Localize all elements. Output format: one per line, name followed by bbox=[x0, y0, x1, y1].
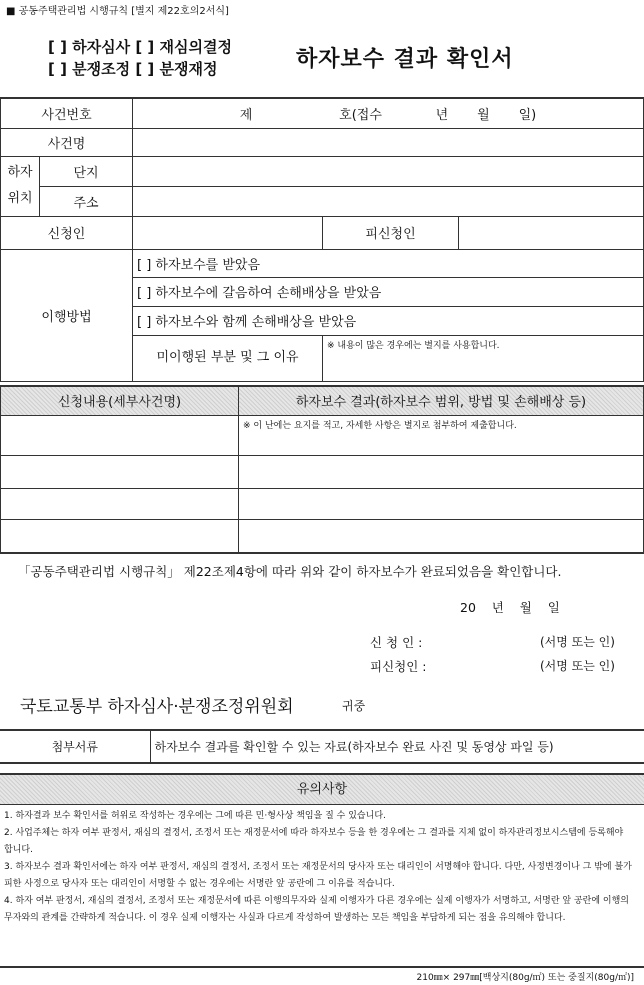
request-header: 신청내용(세부사건명) bbox=[1, 386, 239, 415]
case-name-label: 사건명 bbox=[1, 128, 133, 156]
attach-value: 하자보수 결과를 확인할 수 있는 자료(하자보수 완료 사진 및 동영상 파일 등) bbox=[150, 730, 644, 763]
paper-size: 210㎜× 297㎜[백상지(80g/㎡) 또는 중질지(80g/㎡)] bbox=[416, 973, 634, 983]
case-info-table bbox=[0, 97, 644, 382]
method-option-2[interactable]: [ ] 하자보수에 갈음하여 손해배상을 받았음 bbox=[133, 277, 644, 306]
confirm-statement: 「공동주택관리법 시행규칙」 제22조제4항에 따라 위와 같이 하자보수가 완료되었음을 확인합니다. bbox=[18, 564, 562, 579]
applicant-label: 신청인 bbox=[1, 216, 133, 249]
unperformed-label: 미이행된 부분 및 그 이유 bbox=[133, 335, 323, 381]
note-item: 3. 하자보수 결과 확인서에는 하자 여부 판정서, 재심의 결정서, 조정서 또는 재정문서의 당사자 또는 대리인이 서명해야 합니다. 다만, 사정변경이나 그 밖에 불가피한 사정으로 당사자 또는 대리인이 서명할 수 없는 경우에는 서명란 앞 공란에 그 이유를 적습니다. bbox=[4, 862, 632, 889]
note-item: 1. 하자결과 보수 확인서를 허위로 작성하는 경우에는 그에 따른 민·형사상 책임을 질 수 있습니다. bbox=[4, 811, 386, 821]
result-cell[interactable] bbox=[239, 519, 644, 553]
result-header: 하자보수 결과(하자보수 범위, 방법 및 손해배상 등) bbox=[239, 386, 644, 415]
address-field[interactable] bbox=[133, 186, 644, 216]
request-cell[interactable] bbox=[1, 455, 239, 488]
checkbox-row-1[interactable]: [ ] 하자심사 [ ] 재심의결정 bbox=[48, 38, 232, 56]
respondent-field[interactable] bbox=[459, 216, 644, 249]
method-option-1[interactable]: [ ] 하자보수를 받았음 bbox=[133, 249, 644, 277]
footer-rule bbox=[0, 966, 644, 968]
result-note[interactable]: ※ 이 난에는 요지를 적고, 자세한 사항은 별지로 첨부하여 제출합니다. bbox=[239, 415, 644, 455]
checkbox-group bbox=[48, 36, 232, 80]
location-label: 하자 위치 bbox=[1, 156, 40, 216]
attach-label: 첨부서류 bbox=[0, 730, 150, 763]
recipient: 국토교통부 하자심사·분쟁조정위원회 bbox=[20, 697, 294, 717]
recipient-suffix: 귀중 bbox=[342, 699, 366, 713]
notes-title: 유의사항 bbox=[296, 782, 348, 797]
respondent-sign-label: 피신청인 : bbox=[370, 659, 427, 674]
case-no-value[interactable]: 제 호(접수 년 월 일) bbox=[133, 98, 644, 128]
method-option-3[interactable]: [ ] 하자보수와 함께 손해배상을 받았음 bbox=[133, 306, 644, 335]
form-header: ■ 공동주택관리법 시행규칙 [별지 제22호의2서식] bbox=[6, 6, 229, 17]
note-item: 2. 사업주체는 하자 여부 판정서, 재심의 결정서, 조정서 또는 재정문서에 따라 하자보수 등을 한 경우에는 그 결과를 지체 없이 하자관리정보시스템에 등록해야 합니다. bbox=[4, 828, 624, 855]
date-line[interactable]: 20 년 월 일 bbox=[460, 600, 560, 615]
request-cell[interactable] bbox=[1, 519, 239, 553]
page-title: 하자보수 결과 확인서 bbox=[296, 47, 514, 72]
complex-field[interactable] bbox=[133, 156, 644, 186]
notes-list bbox=[4, 808, 632, 927]
case-no-label: 사건번호 bbox=[1, 98, 133, 128]
applicant-sign-hint[interactable]: (서명 또는 인) bbox=[540, 635, 615, 649]
result-cell[interactable] bbox=[239, 488, 644, 519]
respondent-label: 피신청인 bbox=[323, 216, 459, 249]
result-cell[interactable] bbox=[239, 455, 644, 488]
respondent-sign-hint[interactable]: (서명 또는 인) bbox=[540, 659, 615, 673]
applicant-field[interactable] bbox=[133, 216, 323, 249]
method-label: 이행방법 bbox=[1, 249, 133, 381]
notes-title-bar bbox=[0, 773, 644, 805]
checkbox-row-2[interactable]: [ ] 분쟁조정 [ ] 분쟁재정 bbox=[48, 60, 218, 78]
applicant-sign-label: 신 청 인 : bbox=[370, 635, 423, 650]
request-cell[interactable] bbox=[1, 415, 239, 455]
unperformed-note[interactable]: ※ 내용이 많은 경우에는 별지를 사용합니다. bbox=[323, 335, 644, 381]
case-name-field[interactable] bbox=[133, 128, 644, 156]
attachment-table bbox=[0, 729, 644, 764]
result-table bbox=[0, 385, 644, 554]
address-label: 주소 bbox=[40, 186, 133, 216]
note-item: 4. 하자 여부 판정서, 재심의 결정서, 조정서 또는 재정문서에 따른 이행의무자와 실제 이행자가 다른 경우에는 실제 이행자가 서명하고, 서명란 앞 공란에 이행의무자와의 관계를 간략하게 적습니다. 이 경우 실제 이행자는 사실과 다르게 작성하여 발생하는 모든 책임을 부담하게 되는 점을 유의해야 합니다. bbox=[4, 896, 629, 923]
request-cell[interactable] bbox=[1, 488, 239, 519]
complex-label: 단지 bbox=[40, 156, 133, 186]
